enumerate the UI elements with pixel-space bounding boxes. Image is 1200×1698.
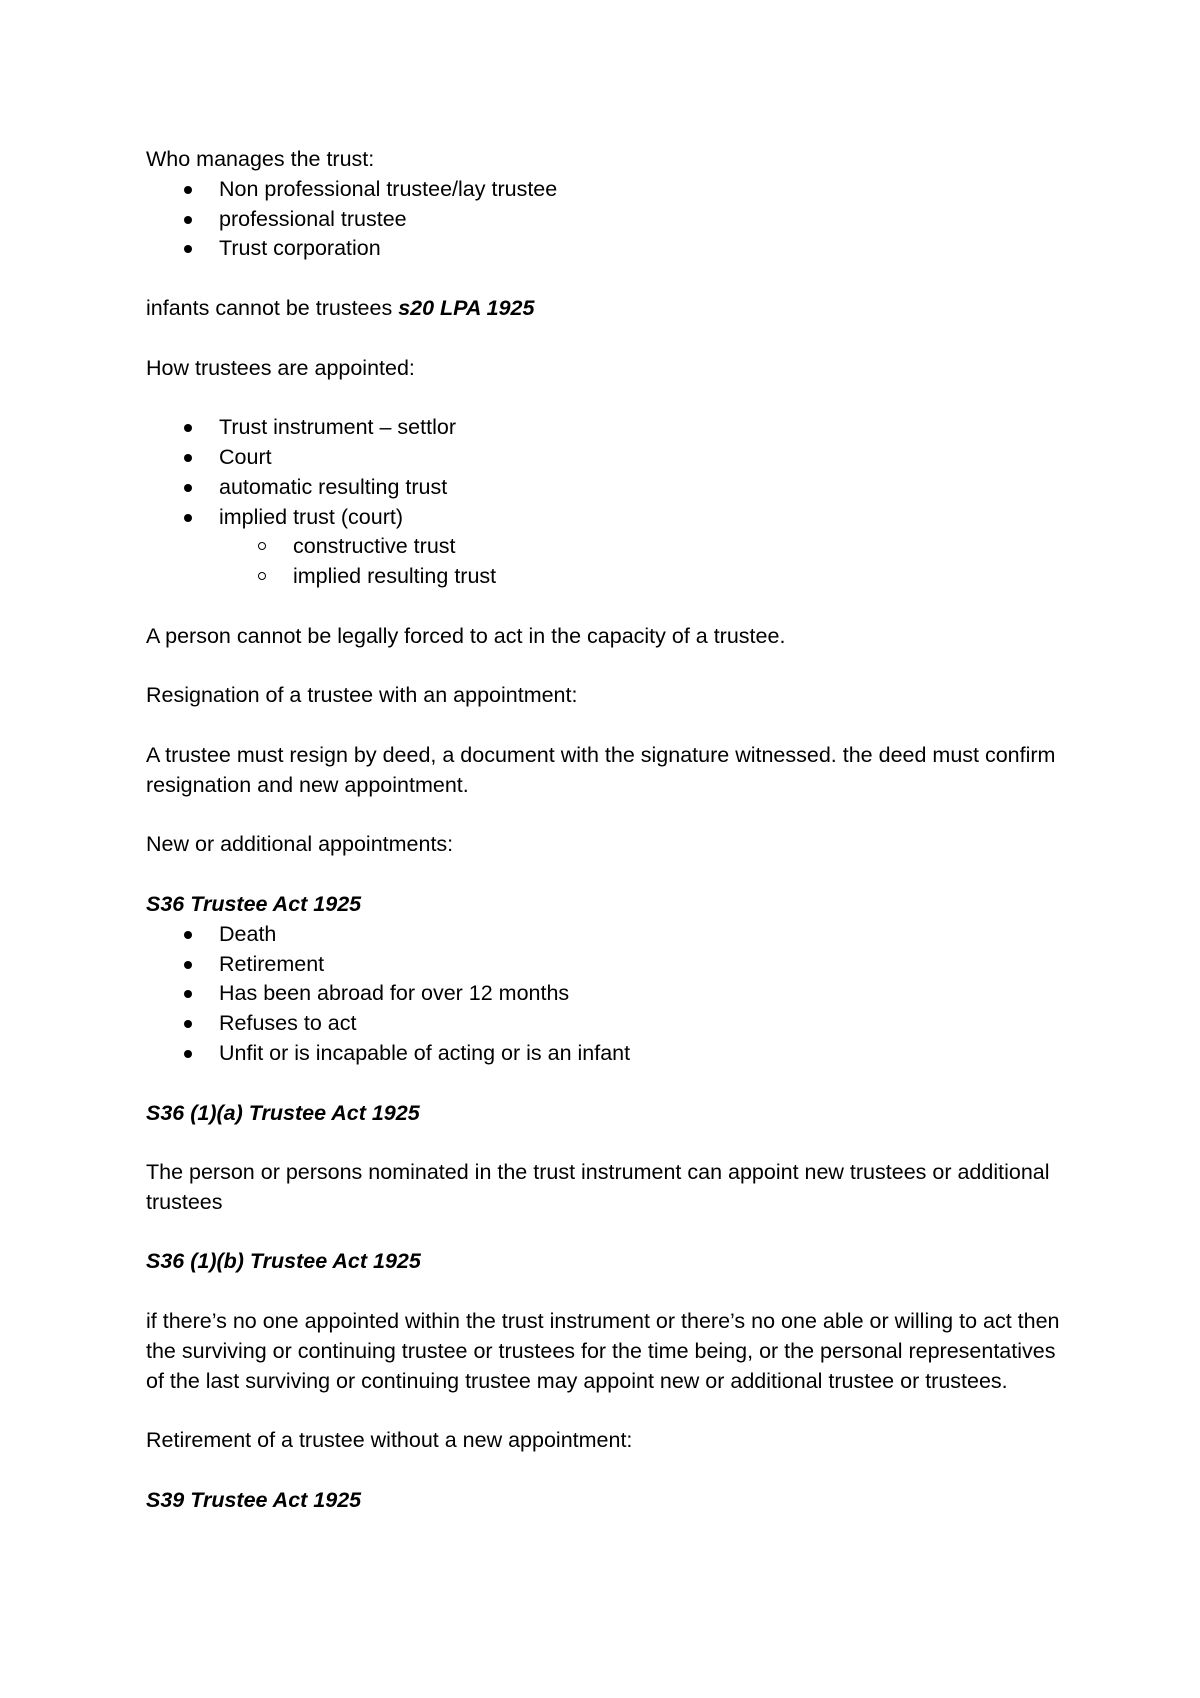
list-item: Has been abroad for over 12 months	[146, 979, 1066, 1009]
s36-1a-paragraph: The person or persons nominated in the trust instrument can appoint new trustees or additional trustees	[146, 1160, 1050, 1214]
retirement-heading: Retirement of a trustee without a new appointment:	[146, 1428, 633, 1453]
s36-1b-citation: S36 (1)(b) Trustee Act 1925	[146, 1249, 421, 1274]
s36-1b-paragraph: if there’s no one appointed within the trust instrument or there’s no one able or willing to act then the surviving or continuing trustee or trustees for the time being, or the personal representatives of the last surviving or continuing trustee may appoint new or additional trustee or trustees.	[146, 1309, 1060, 1393]
list-item: Court	[146, 443, 1066, 473]
new-appointments-heading: New or additional appointments:	[146, 832, 454, 857]
forced-paragraph: A person cannot be legally forced to act in the capacity of a trustee.	[146, 623, 786, 648]
list-item: Refuses to act	[146, 1009, 1066, 1039]
list-item: Non professional trustee/lay trustee	[146, 175, 1066, 205]
list-item: professional trustee	[146, 205, 1066, 235]
who-manages-heading: Who manages the trust:	[146, 147, 375, 171]
list-item: Trust corporation	[146, 234, 1066, 264]
infants-citation: s20 LPA 1925	[398, 295, 535, 320]
document-page	[146, 145, 1066, 1516]
how-appointed-heading: How trustees are appointed:	[146, 355, 415, 380]
how-appointed-list	[146, 413, 1066, 592]
s36-citation: S36 Trustee Act 1925	[146, 891, 362, 916]
list-item: Trust instrument – settlor	[146, 413, 1066, 443]
list-item: implied trust (court)	[146, 503, 1066, 533]
resignation-paragraph: A trustee must resign by deed, a document with the signature witnessed. the deed must confirm resignation and new appointment.	[146, 742, 1056, 797]
infants-text: infants cannot be trustees	[146, 295, 399, 320]
list-item: automatic resulting trust	[146, 473, 1066, 503]
sub-list-item: implied resulting trust	[146, 562, 1066, 592]
list-item: Unfit or is incapable of acting or is an infant	[146, 1039, 1066, 1069]
infants-paragraph	[146, 294, 1066, 324]
s39-citation: S39 Trustee Act 1925	[146, 1487, 362, 1512]
s36-1a-citation: S36 (1)(a) Trustee Act 1925	[146, 1100, 420, 1125]
sub-list-item: constructive trust	[146, 532, 1066, 562]
resignation-heading: Resignation of a trustee with an appointment:	[146, 683, 578, 708]
list-item: Death	[146, 920, 1066, 950]
who-manages-list	[146, 175, 1066, 264]
s36-list	[146, 920, 1066, 1069]
list-item: Retirement	[146, 950, 1066, 980]
